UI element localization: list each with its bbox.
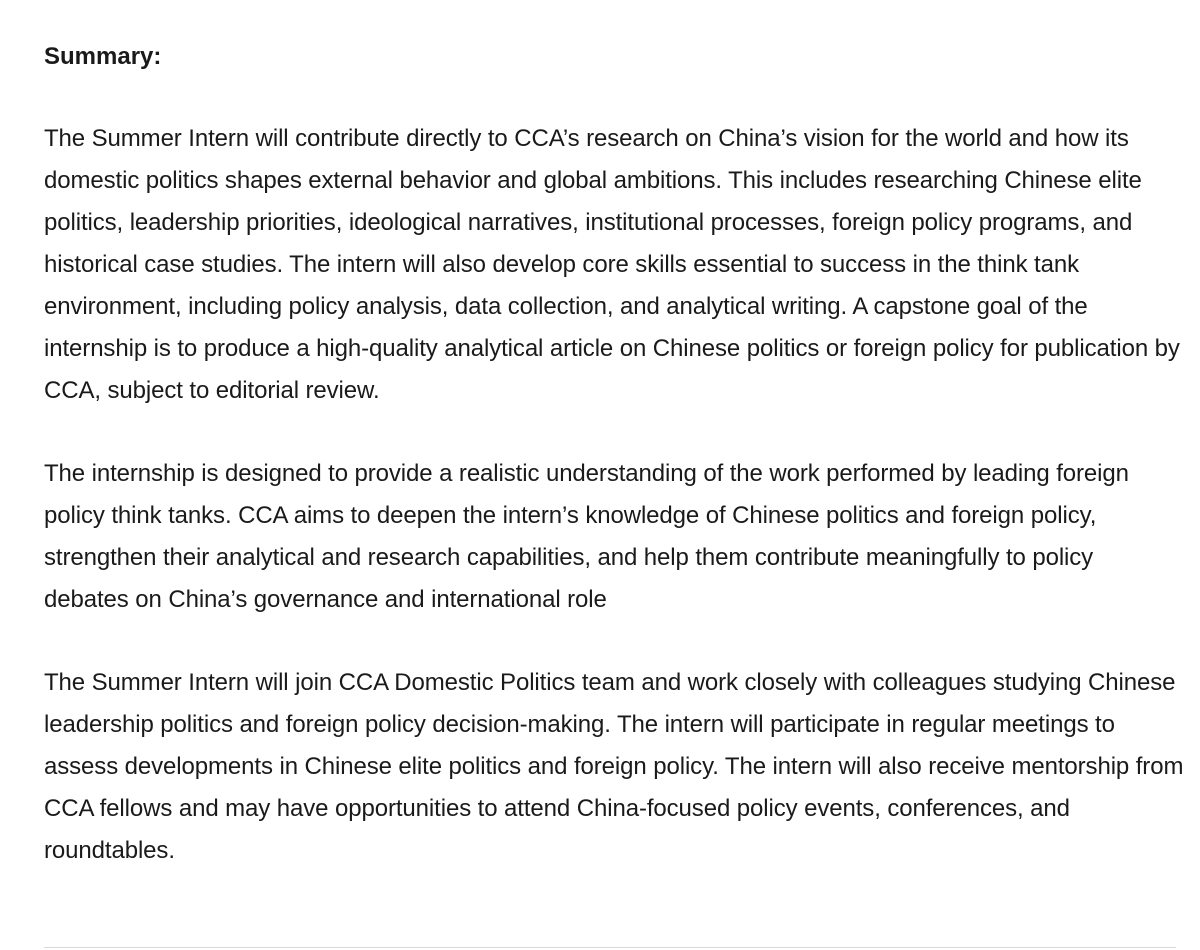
paragraph-team: The Summer Intern will join CCA Domestic Politics team and work closely with colleagues studying Chinese leadership politics and foreign policy decision-making. The intern will participate in regular meetings to assess developments in Chinese elite politics and foreign policy. The intern will also receive mentorship from CCA fellows and may have opportunities to attend China-focused policy events, conferences, and roundtables. bbox=[44, 669, 1184, 864]
summary-heading: Summary: bbox=[44, 43, 162, 70]
divider bbox=[44, 947, 1176, 948]
paragraph-internship-design: The internship is designed to provide a realistic understanding of the work performed by leading foreign policy think tanks. CCA aims to deepen the intern’s knowledge of Chinese politics and foreign policy, strengthen their analytical and research capabilities, and help them contribute meaningfully to policy debates on China’s governance and international role bbox=[44, 460, 1129, 613]
paragraph-research: The Summer Intern will contribute directly to CCA’s research on China’s vision for the world and how its domestic politics shapes external behavior and global ambitions. This includes researching Chinese elite politics, leadership priorities, ideological narratives, institutional processes, foreign policy programs, and historical case studies. The intern will also develop core skills essential to success in the think tank environment, including policy analysis, data collection, and analytical writing. A capstone goal of the internship is to produce a high-quality analytical article on Chinese politics or foreign policy for publication by CCA, subject to editorial review. bbox=[44, 125, 1180, 404]
document-body bbox=[44, 38, 1184, 913]
